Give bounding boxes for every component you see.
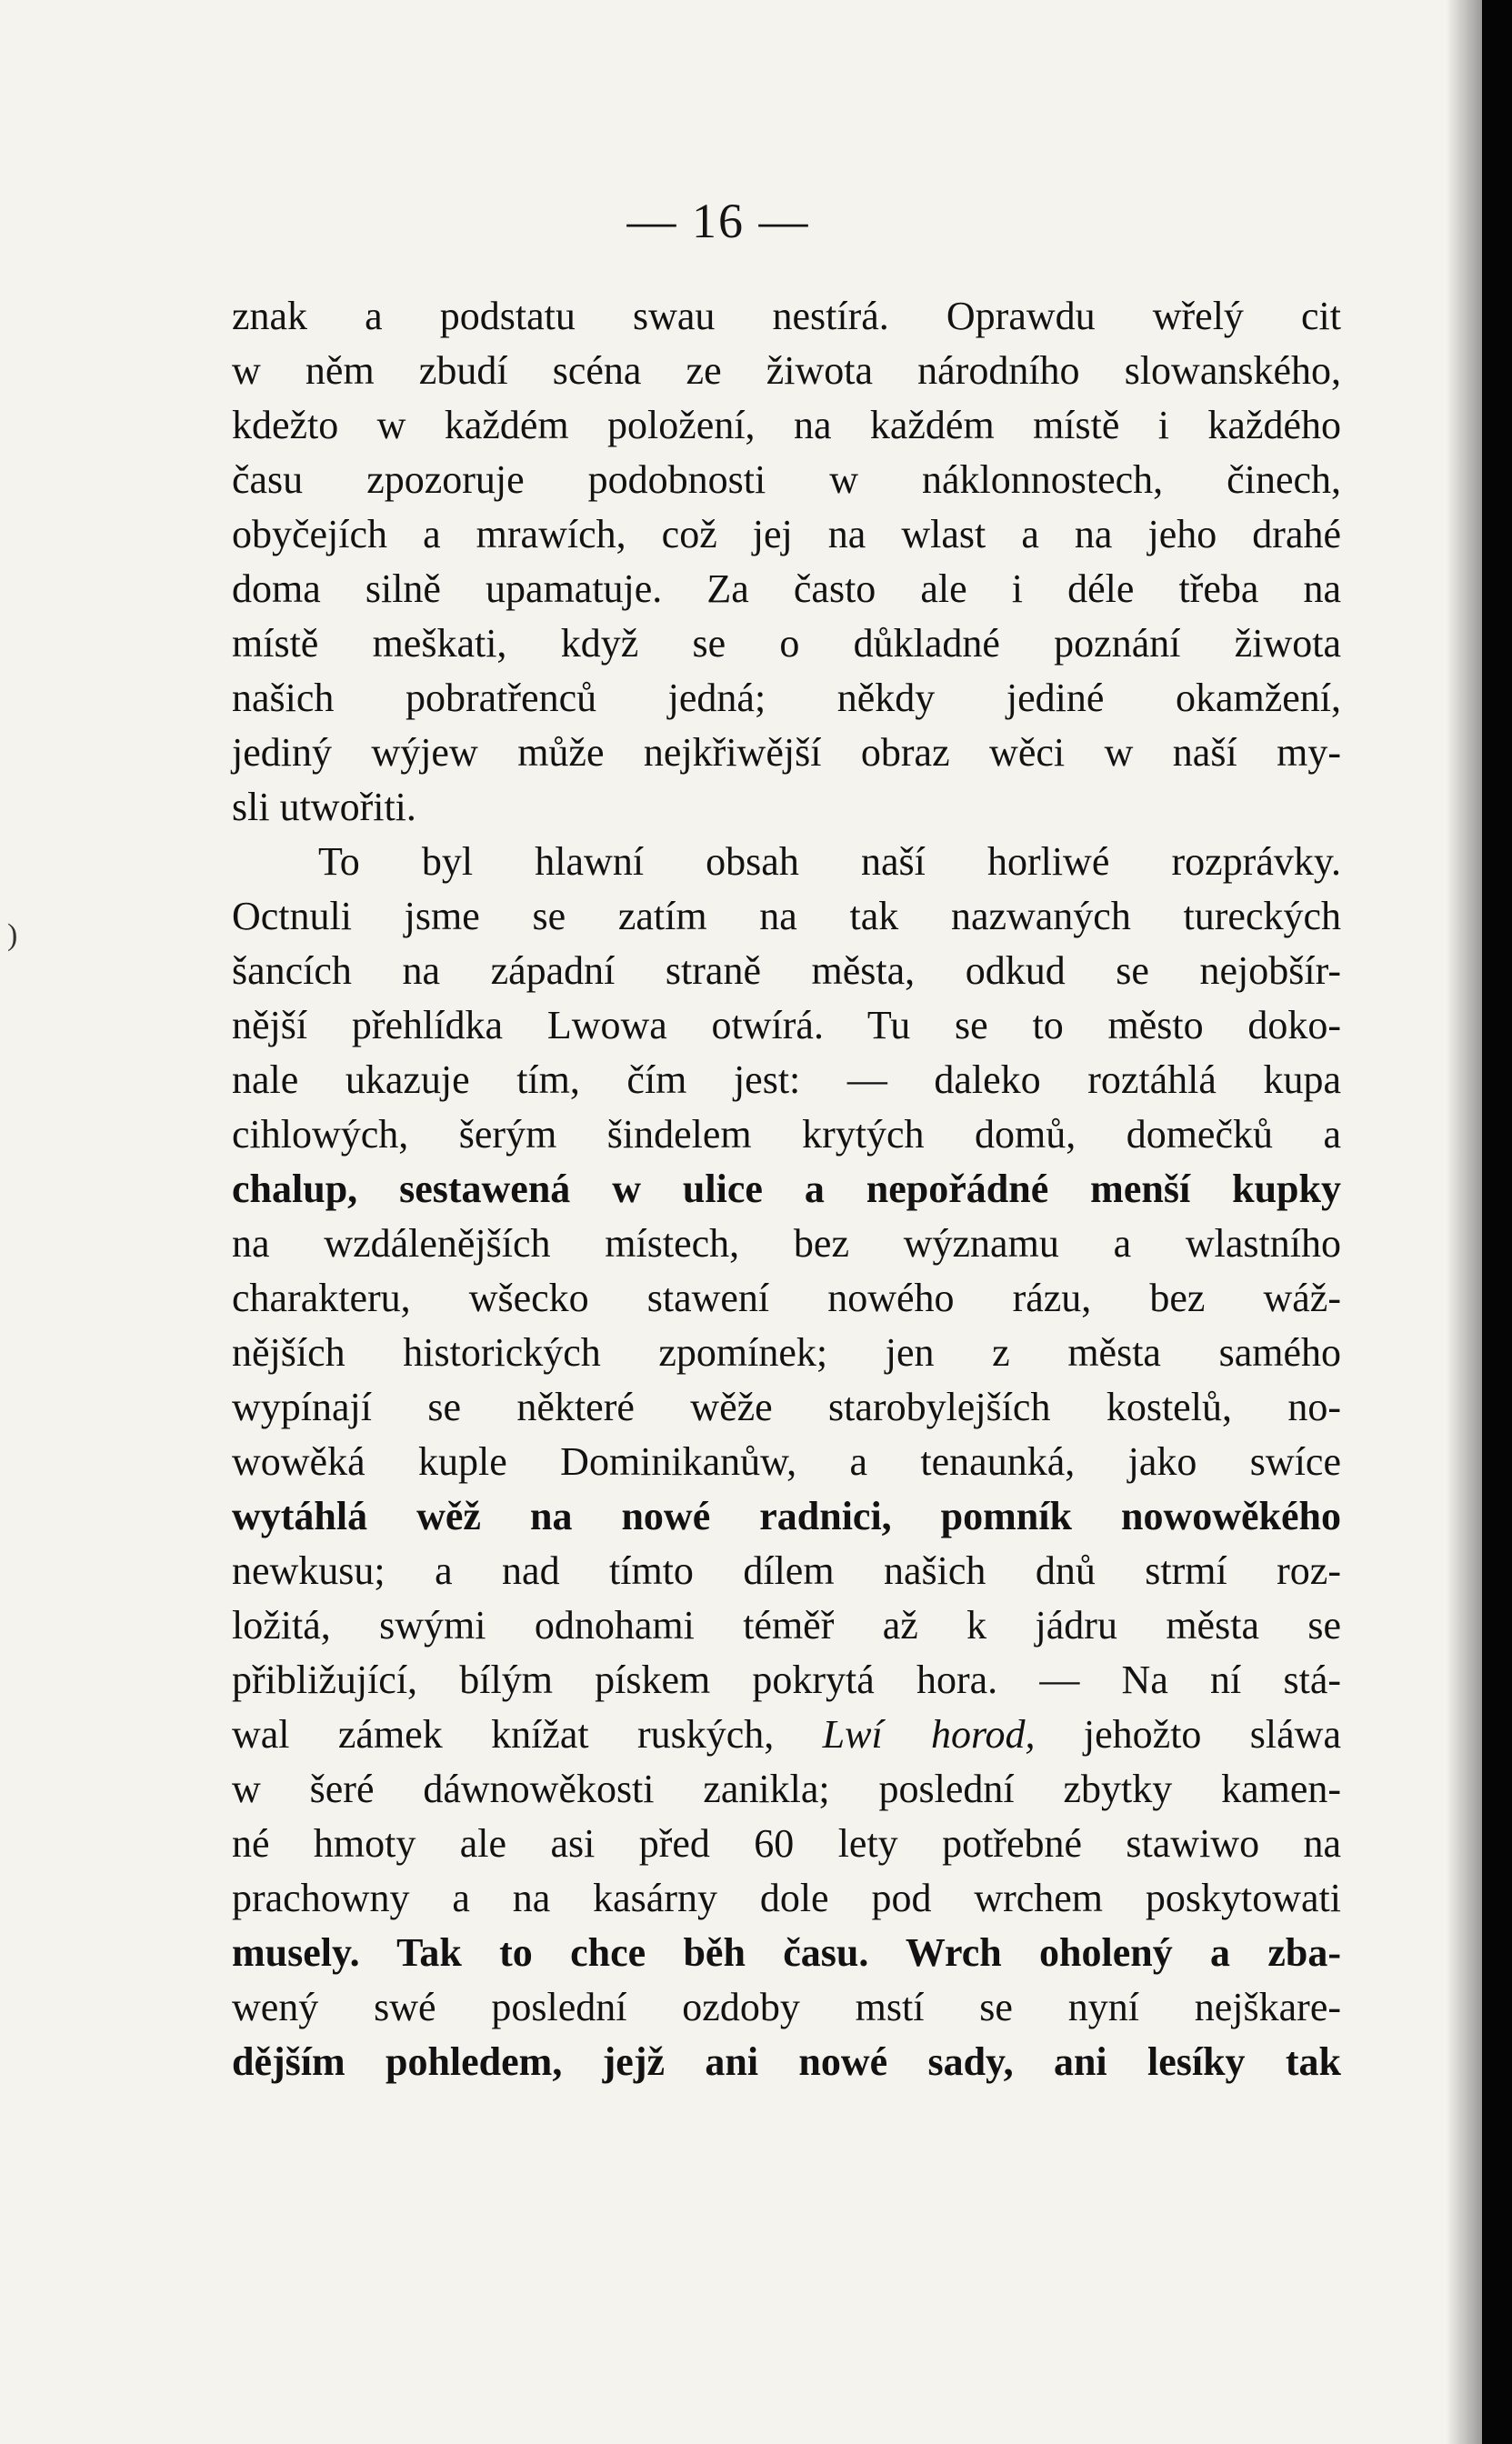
text-line: wený swé poslední ozdoby mstí se nyní nejškare- — [232, 1985, 1341, 2029]
text-segment: wal zámek knížat ruských, — [232, 1712, 823, 1757]
text-line: To byl hlawní obsah naší horliwé rozprávky. — [318, 839, 1341, 884]
margin-bracket: ) — [7, 918, 18, 952]
text-line: w šeré dáwnowěkosti zanikla; poslední zbytky kamen- — [232, 1767, 1341, 1811]
body-text — [232, 289, 1341, 2089]
italic-text: Lwí horod, — [822, 1712, 1036, 1757]
text-line: místě meškati, když se o důkladné poznání žiwota — [232, 621, 1341, 666]
text-line: obyčejích a mrawích, což jej na wlast a na jeho drahé — [232, 512, 1341, 556]
text-line: kdežto w každém položení, na každém místě i každého — [232, 403, 1341, 447]
text-line: newkusu; a nad tímto dílem našich dnů strmí roz- — [232, 1548, 1341, 1593]
text-line: w něm zbudí scéna ze žiwota národního slowanského, — [232, 348, 1341, 393]
text-line — [232, 1708, 1341, 1762]
page-edge-shadow — [1446, 0, 1482, 2444]
text-line: dějším pohledem, jejž ani nowé sady, ani lesíky tak — [232, 2039, 1341, 2084]
text-line: cihlowých, šerým šindelem krytých domů, domečků a — [232, 1112, 1341, 1157]
text-line: né hmoty ale asi před 60 lety potřebné stawiwo na — [232, 1821, 1341, 1866]
scan-border — [1482, 0, 1512, 2444]
text-line: šancích na západní straně města, odkud se nejobšír- — [232, 948, 1341, 993]
text-line: charakteru, wšecko stawení nowého rázu, bez wáž- — [232, 1276, 1341, 1320]
text-line: chalup, sestawená w ulice a nepořádné menší kupky — [232, 1167, 1341, 1211]
page-number: — 16 — — [626, 194, 810, 248]
text-line: našich pobratřenců jedná; někdy jediné okamžení, — [232, 676, 1341, 720]
text-line: doma silně upamatuje. Za často ale i déle třeba na — [232, 566, 1341, 611]
text-line: ložitá, swými odnohami téměř až k jádru města se — [232, 1603, 1341, 1648]
text-segment: jehožto sláwa — [1035, 1712, 1341, 1757]
text-line: wytáhlá wěž na nowé radnici, pomník nowowěkého — [232, 1494, 1341, 1538]
text-line: jediný wýjew může nejkřiwější obraz wěci w naší my- — [232, 730, 1341, 775]
text-line: nale ukazuje tím, čím jest: — daleko roztáhlá kupa — [232, 1057, 1341, 1102]
text-line: sli utwořiti. — [232, 785, 416, 829]
text-line: nější přehlídka Lwowa otwírá. Tu se to město doko- — [232, 1003, 1341, 1047]
text-line: wypínají se některé wěže starobylejších kostelů, no- — [232, 1385, 1341, 1429]
text-line: Octnuli jsme se zatím na tak nazwaných tureckých — [232, 894, 1341, 938]
text-line: wowěká kuple Dominikanůw, a tenaunká, jako swíce — [232, 1439, 1341, 1484]
text-line: znak a podstatu swau nestírá. Oprawdu wřelý cit — [232, 294, 1341, 338]
text-line: musely. Tak to chce běh času. Wrch oholený a zba- — [232, 1930, 1341, 1975]
text-line: přibližující, bílým pískem pokrytá hora. — Na ní stá- — [232, 1658, 1341, 1702]
text-line: času zpozoruje podobnosti w náklonnostech, činech, — [232, 457, 1341, 502]
text-line: prachowny a na kasárny dole pod wrchem poskytowati — [232, 1876, 1341, 1920]
text-line: nějších historických zpomínek; jen z města samého — [232, 1330, 1341, 1375]
text-line: na wzdálenějších místech, bez wýznamu a wlastního — [232, 1221, 1341, 1266]
